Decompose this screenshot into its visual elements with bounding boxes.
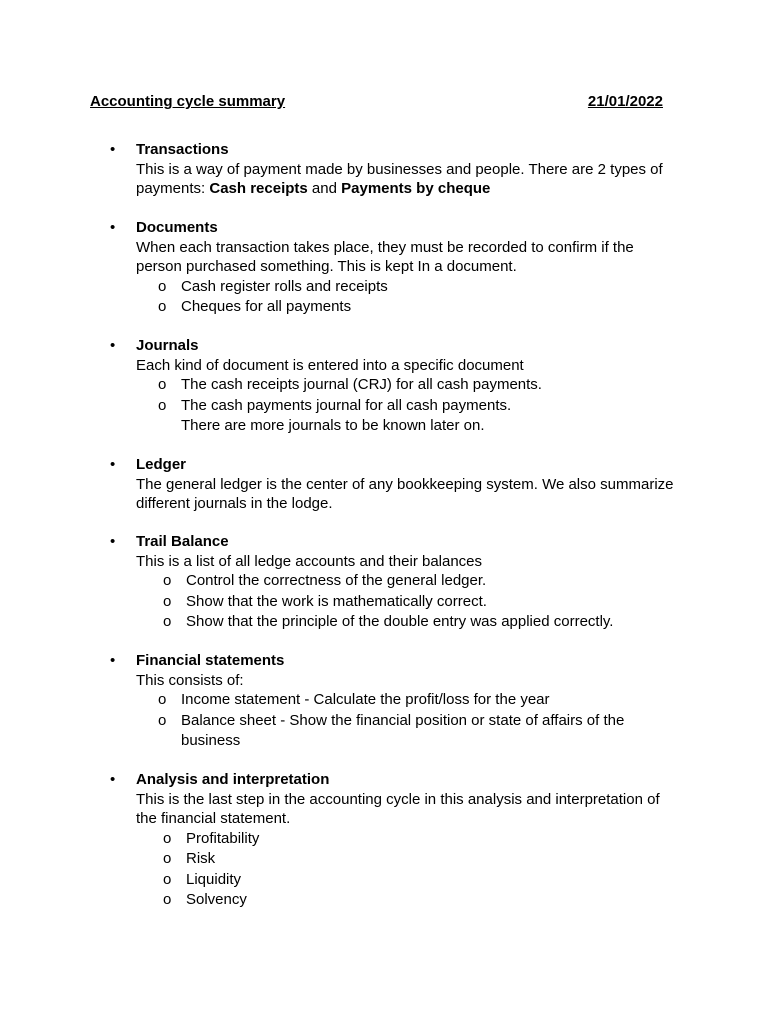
list-item — [136, 829, 690, 850]
sub-bullet-icon: o — [158, 711, 167, 729]
section-heading: Ledger — [136, 456, 187, 473]
section-text: When each transaction takes place, they must be recorded to confirm if the person purchased something. This is kept In a document. — [136, 238, 634, 275]
sub-bullet-icon: o — [158, 396, 167, 414]
section-financial-statements — [110, 651, 690, 752]
section-note: There are more journals to be known later on. — [181, 417, 485, 434]
bullet-icon: • — [110, 533, 116, 550]
document-header — [90, 93, 663, 113]
list-item — [136, 396, 690, 417]
section-text: This is a list of all ledge accounts and their balances — [136, 552, 483, 570]
section-heading: Journals — [136, 337, 199, 354]
sub-list — [136, 690, 636, 752]
sub-bullet-icon: o — [158, 277, 167, 295]
list-item-text: Liquidity — [186, 870, 242, 888]
bullet-icon: • — [110, 456, 116, 473]
section-text: This consists of: — [136, 671, 244, 689]
section-text — [136, 160, 681, 199]
bold-text: Cash receipts — [209, 180, 308, 197]
bullet-icon: • — [110, 337, 116, 354]
list-item — [136, 592, 690, 613]
sub-bullet-icon: o — [163, 829, 172, 847]
list-item-text: Show that the work is mathematically correct. — [186, 592, 487, 610]
list-item-text: Cheques for all payments — [181, 298, 352, 315]
list-item — [136, 870, 690, 891]
list-item — [136, 612, 690, 633]
sub-list — [136, 571, 690, 633]
bullet-icon: • — [110, 141, 116, 158]
sub-bullet-icon: o — [158, 691, 167, 708]
section-heading: Transactions — [136, 141, 229, 158]
bullet-icon: • — [110, 219, 116, 236]
list-item-text: Cash register rolls and receipts — [181, 277, 388, 295]
section-heading: Documents — [136, 219, 218, 236]
text-segment: and — [307, 180, 342, 197]
list-item — [136, 690, 636, 711]
section-documents — [110, 218, 690, 318]
sub-bullet-icon: o — [163, 572, 172, 589]
section-heading: Analysis and interpretation — [136, 771, 330, 788]
document-date: 21/01/2022 — [587, 93, 663, 110]
bullet-icon: • — [110, 652, 116, 669]
sub-bullet-icon: o — [163, 870, 172, 888]
section-heading: Financial statements — [136, 652, 285, 669]
section-transactions — [110, 140, 690, 199]
sub-bullet-icon: o — [163, 613, 172, 630]
sub-bullet-icon: o — [163, 891, 172, 908]
document-title: Accounting cycle summary — [90, 93, 286, 110]
sub-bullet-icon: o — [163, 850, 172, 867]
section-text: The general ledger is the center of any bookkeeping system. We also summarize different journals in the lodge. — [136, 475, 674, 512]
section-ledger — [110, 455, 690, 514]
list-item-text: Profitability — [186, 829, 260, 847]
list-item — [136, 849, 690, 870]
list-item — [136, 375, 690, 396]
list-item-text: The cash payments journal for all cash payments. — [181, 396, 512, 414]
list-item-text: The cash receipts journal (CRJ) for all cash payments. — [181, 376, 542, 393]
list-item-text: Income statement - Calculate the profit/loss for the year — [181, 691, 550, 708]
sub-bullet-icon: o — [163, 592, 172, 610]
list-item-text: Solvency — [186, 891, 247, 908]
list-item — [136, 297, 690, 318]
sub-list — [136, 277, 690, 318]
section-text: This is the last step in the accounting cycle in this analysis and interpretation of the financial statement. — [136, 790, 660, 827]
sub-list — [136, 375, 690, 416]
sub-list — [136, 829, 690, 911]
sub-bullet-icon: o — [158, 298, 167, 315]
list-item-text: Control the correctness of the general ledger. — [186, 572, 487, 589]
section-trail-balance — [110, 532, 690, 633]
section-text: Each kind of document is entered into a specific document — [136, 356, 524, 374]
sub-bullet-icon: o — [158, 376, 167, 393]
list-item — [136, 571, 690, 592]
section-journals — [110, 336, 690, 437]
list-item — [136, 711, 636, 752]
bullet-icon: • — [110, 771, 116, 788]
bold-text: Payments by cheque — [341, 180, 491, 197]
text-segment: This is a way of payment made by businesses and people. There are 2 types of payments: — [136, 160, 663, 197]
list-item — [136, 277, 690, 298]
section-heading: Trail Balance — [136, 533, 229, 550]
list-item-text: Balance sheet - Show the financial position or state of affairs of the business — [181, 711, 625, 749]
list-item — [136, 890, 690, 911]
list-item-text: Risk — [186, 850, 216, 867]
section-analysis-interpretation — [110, 770, 690, 911]
list-item-text: Show that the principle of the double entry was applied correctly. — [186, 613, 614, 630]
